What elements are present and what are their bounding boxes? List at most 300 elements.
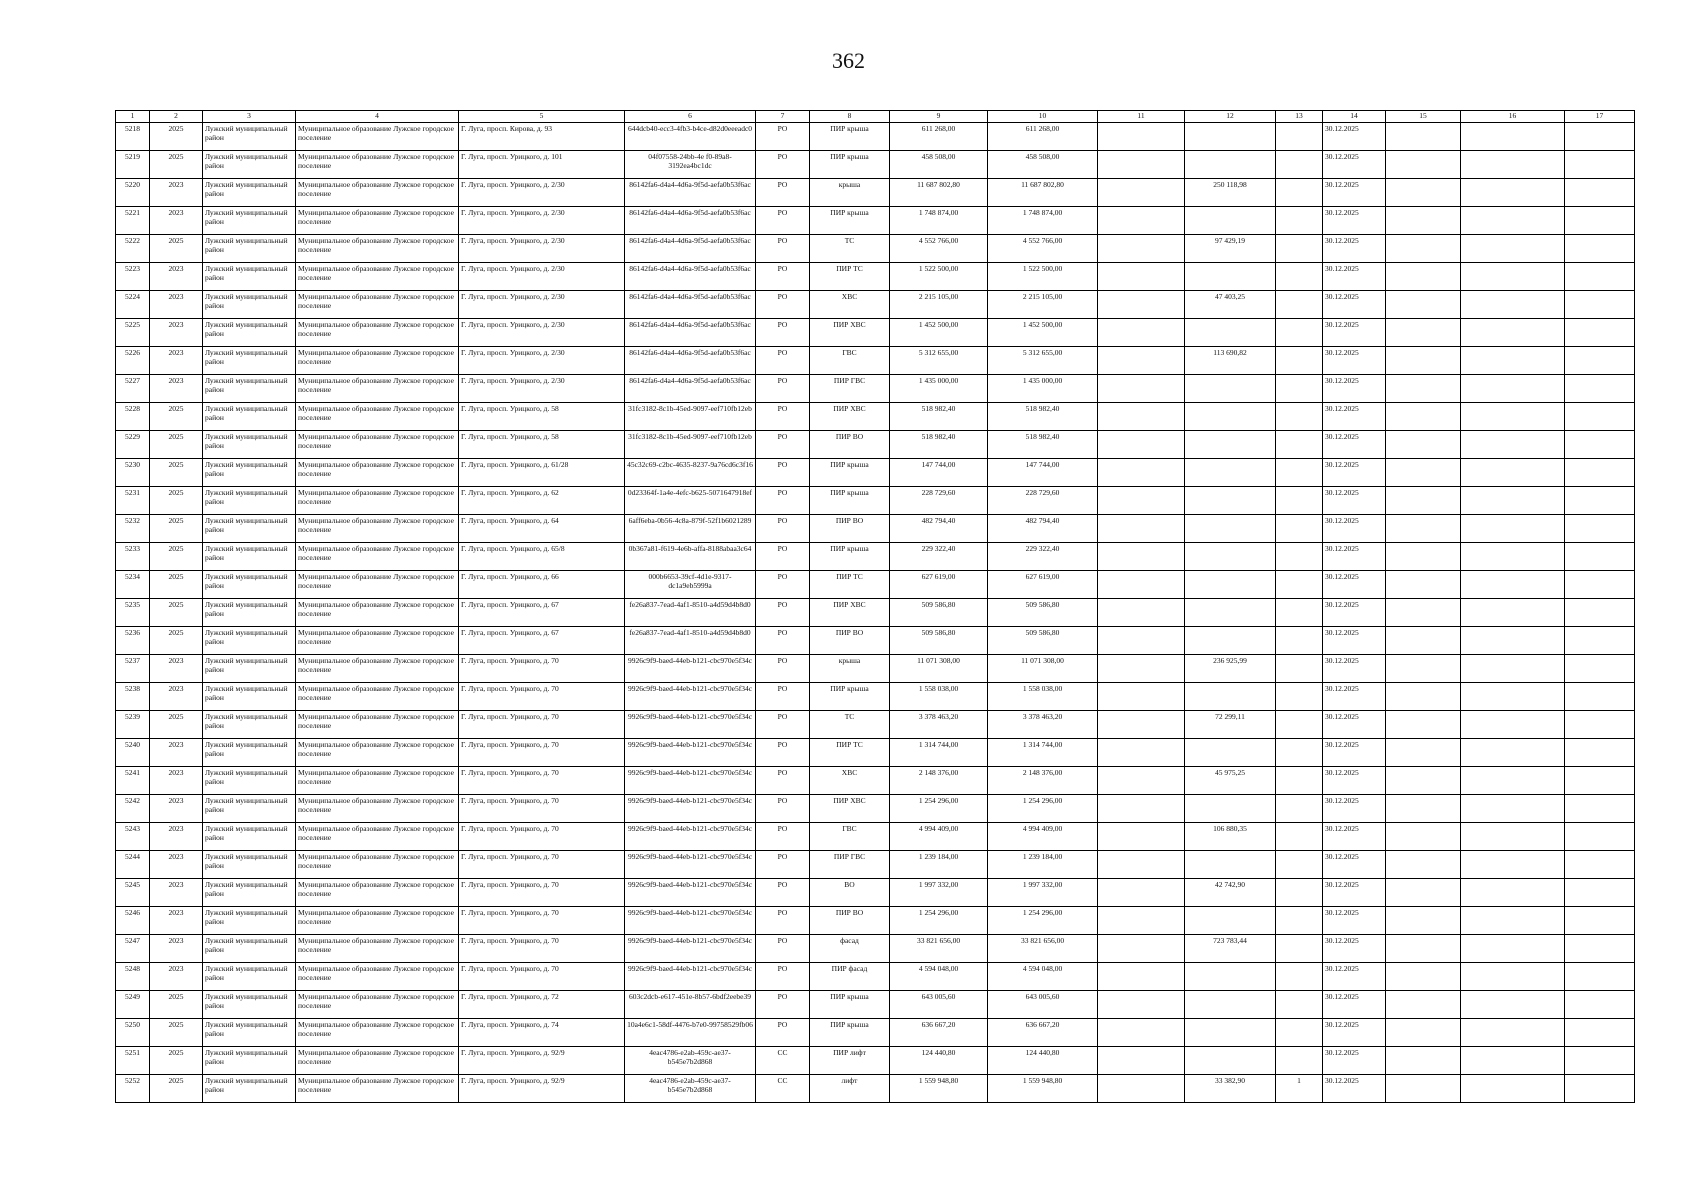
- cell-col-13: [1276, 543, 1323, 571]
- table-row: [116, 739, 1635, 767]
- cell-col-13: [1276, 403, 1323, 431]
- cell-col-16: [1461, 123, 1565, 151]
- cell-cost-total: 1 254 296,00: [988, 795, 1098, 823]
- table-row: [116, 795, 1635, 823]
- cell-year: 2025: [150, 1075, 203, 1103]
- cell-col-11: [1098, 1047, 1185, 1075]
- cell-col-13: [1276, 935, 1323, 963]
- cell-cost: 1 254 296,00: [890, 795, 988, 823]
- table-row: [116, 375, 1635, 403]
- cell-col-11: [1098, 543, 1185, 571]
- cell-deadline: 30.12.2025: [1323, 795, 1386, 823]
- cell-col-16: [1461, 543, 1565, 571]
- cell-year: 2023: [150, 179, 203, 207]
- table-row: [116, 1019, 1635, 1047]
- cell-year: 2023: [150, 291, 203, 319]
- cell-col-16: [1461, 655, 1565, 683]
- cell-deadline: 30.12.2025: [1323, 515, 1386, 543]
- cell-col-13: [1276, 767, 1323, 795]
- cell-district: Лужский муниципальный район: [203, 823, 296, 851]
- cell-cost: 509 586,80: [890, 627, 988, 655]
- cell-deadline: 30.12.2025: [1323, 543, 1386, 571]
- cell-row-number: 5233: [116, 543, 150, 571]
- cell-municipality: Муниципальное образование Лужское городское поселение: [296, 1019, 459, 1047]
- cell-deadline: 30.12.2025: [1323, 375, 1386, 403]
- cell-category: СС: [756, 1047, 810, 1075]
- cell-col-13: [1276, 179, 1323, 207]
- cell-address: Г. Луга, просп. Урицкого, д. 92/9: [459, 1075, 625, 1103]
- cell-col-13: [1276, 151, 1323, 179]
- cell-col-17: [1565, 1047, 1635, 1075]
- cell-year: 2023: [150, 347, 203, 375]
- cell-house-guid: 04f07558-24bb-4e f0-89a8-3192ea4bc1dc: [625, 151, 756, 179]
- cell-col-11: [1098, 739, 1185, 767]
- cell-col-13: [1276, 1019, 1323, 1047]
- cell-col-15: [1386, 823, 1461, 851]
- cell-address: Г. Луга, просп. Урицкого, д. 67: [459, 627, 625, 655]
- cell-row-number: 5218: [116, 123, 150, 151]
- cell-col-15: [1386, 963, 1461, 991]
- cell-work-type: ПИР крыша: [810, 1019, 890, 1047]
- cell-amount-12: [1185, 403, 1276, 431]
- cell-cost-total: 4 594 048,00: [988, 963, 1098, 991]
- cell-work-type: ПИР ГВС: [810, 851, 890, 879]
- cell-col-13: [1276, 123, 1323, 151]
- cell-col-11: [1098, 459, 1185, 487]
- cell-house-guid: fe26a837-7ead-4af1-8510-a4d59d4b8d0: [625, 599, 756, 627]
- cell-work-type: ПИР ТС: [810, 739, 890, 767]
- cell-deadline: 30.12.2025: [1323, 319, 1386, 347]
- cell-municipality: Муниципальное образование Лужское городское поселение: [296, 319, 459, 347]
- cell-amount-12: [1185, 459, 1276, 487]
- cell-col-15: [1386, 767, 1461, 795]
- cell-col-13: [1276, 851, 1323, 879]
- header-row: [116, 111, 1635, 123]
- cell-year: 2025: [150, 487, 203, 515]
- cell-category: РО: [756, 571, 810, 599]
- cell-deadline: 30.12.2025: [1323, 935, 1386, 963]
- cell-deadline: 30.12.2025: [1323, 739, 1386, 767]
- cell-municipality: Муниципальное образование Лужское городское поселение: [296, 571, 459, 599]
- cell-deadline: 30.12.2025: [1323, 683, 1386, 711]
- cell-col-13: [1276, 375, 1323, 403]
- cell-col-11: [1098, 879, 1185, 907]
- table-row: [116, 627, 1635, 655]
- cell-col-17: [1565, 879, 1635, 907]
- cell-col-13: [1276, 1047, 1323, 1075]
- cell-cost-total: 458 508,00: [988, 151, 1098, 179]
- cell-col-11: [1098, 991, 1185, 1019]
- cell-cost: 3 378 463,20: [890, 711, 988, 739]
- cell-col-17: [1565, 907, 1635, 935]
- cell-work-type: крыша: [810, 179, 890, 207]
- cell-house-guid: 86142fa6-d4a4-4d6a-9f5d-aefa0b53f6ac: [625, 179, 756, 207]
- cell-cost: 643 005,60: [890, 991, 988, 1019]
- table-row: [116, 571, 1635, 599]
- cell-col-13: [1276, 515, 1323, 543]
- cell-municipality: Муниципальное образование Лужское городское поселение: [296, 1047, 459, 1075]
- cell-row-number: 5249: [116, 991, 150, 1019]
- cell-deadline: 30.12.2025: [1323, 123, 1386, 151]
- cell-deadline: 30.12.2025: [1323, 459, 1386, 487]
- cell-row-number: 5236: [116, 627, 150, 655]
- cell-col-16: [1461, 179, 1565, 207]
- cell-deadline: 30.12.2025: [1323, 403, 1386, 431]
- cell-category: РО: [756, 487, 810, 515]
- cell-row-number: 5228: [116, 403, 150, 431]
- cell-year: 2025: [150, 459, 203, 487]
- cell-category: РО: [756, 319, 810, 347]
- cell-cost: 518 982,40: [890, 431, 988, 459]
- cell-amount-12: [1185, 207, 1276, 235]
- cell-row-number: 5245: [116, 879, 150, 907]
- table-row: [116, 151, 1635, 179]
- cell-cost: 4 994 409,00: [890, 823, 988, 851]
- cell-deadline: 30.12.2025: [1323, 879, 1386, 907]
- cell-house-guid: 9926c9f9-baed-44eb-b121-cbc970e5f34c: [625, 795, 756, 823]
- cell-address: Г. Луга, просп. Урицкого, д. 70: [459, 851, 625, 879]
- cell-cost: 518 982,40: [890, 403, 988, 431]
- cell-house-guid: 4eac4786-e2ab-459c-ae37-b545e7b2d868: [625, 1075, 756, 1103]
- cell-col-16: [1461, 599, 1565, 627]
- table-row: [116, 655, 1635, 683]
- cell-row-number: 5240: [116, 739, 150, 767]
- cell-col-15: [1386, 459, 1461, 487]
- cell-col-15: [1386, 991, 1461, 1019]
- cell-house-guid: 6aff6eba-0b56-4c8a-879f-52f1b6021289: [625, 515, 756, 543]
- column-header-1: 1: [116, 111, 150, 123]
- cell-work-type: ГВС: [810, 347, 890, 375]
- cell-municipality: Муниципальное образование Лужское городское поселение: [296, 879, 459, 907]
- cell-district: Лужский муниципальный район: [203, 907, 296, 935]
- cell-district: Лужский муниципальный район: [203, 571, 296, 599]
- cell-col-17: [1565, 319, 1635, 347]
- cell-category: РО: [756, 123, 810, 151]
- cell-cost-total: 124 440,80: [988, 1047, 1098, 1075]
- cell-district: Лужский муниципальный район: [203, 179, 296, 207]
- column-header-12: 12: [1185, 111, 1276, 123]
- cell-cost-total: 482 794,40: [988, 515, 1098, 543]
- cell-col-17: [1565, 767, 1635, 795]
- cell-house-guid: 9926c9f9-baed-44eb-b121-cbc970e5f34c: [625, 739, 756, 767]
- cell-amount-12: [1185, 151, 1276, 179]
- cell-amount-12: 45 975,25: [1185, 767, 1276, 795]
- cell-deadline: 30.12.2025: [1323, 851, 1386, 879]
- cell-row-number: 5250: [116, 1019, 150, 1047]
- cell-year: 2025: [150, 403, 203, 431]
- cell-work-type: ПИР ТС: [810, 263, 890, 291]
- cell-house-guid: 9926c9f9-baed-44eb-b121-cbc970e5f34c: [625, 823, 756, 851]
- cell-municipality: Муниципальное образование Лужское городское поселение: [296, 935, 459, 963]
- cell-category: РО: [756, 907, 810, 935]
- cell-col-16: [1461, 1019, 1565, 1047]
- cell-col-15: [1386, 1019, 1461, 1047]
- cell-address: Г. Луга, просп. Урицкого, д. 70: [459, 711, 625, 739]
- cell-col-11: [1098, 935, 1185, 963]
- cell-work-type: фасад: [810, 935, 890, 963]
- cell-col-15: [1386, 431, 1461, 459]
- cell-col-17: [1565, 487, 1635, 515]
- cell-house-guid: 9926c9f9-baed-44eb-b121-cbc970e5f34c: [625, 879, 756, 907]
- cell-amount-12: [1185, 795, 1276, 823]
- cell-col-17: [1565, 851, 1635, 879]
- cell-year: 2025: [150, 571, 203, 599]
- cell-house-guid: 603c2dcb-e617-451e-8b57-6bdf2eebe39: [625, 991, 756, 1019]
- cell-district: Лужский муниципальный район: [203, 375, 296, 403]
- cell-address: Г. Луга, просп. Урицкого, д. 2/30: [459, 263, 625, 291]
- cell-amount-12: [1185, 683, 1276, 711]
- cell-cost-total: 627 619,00: [988, 571, 1098, 599]
- cell-col-11: [1098, 515, 1185, 543]
- cell-house-guid: 9926c9f9-baed-44eb-b121-cbc970e5f34c: [625, 767, 756, 795]
- table-row: [116, 851, 1635, 879]
- cell-year: 2023: [150, 963, 203, 991]
- cell-col-17: [1565, 207, 1635, 235]
- cell-deadline: 30.12.2025: [1323, 767, 1386, 795]
- cell-category: РО: [756, 711, 810, 739]
- cell-year: 2023: [150, 851, 203, 879]
- cell-col-15: [1386, 375, 1461, 403]
- cell-category: РО: [756, 599, 810, 627]
- cell-deadline: 30.12.2025: [1323, 431, 1386, 459]
- cell-year: 2025: [150, 543, 203, 571]
- cell-row-number: 5230: [116, 459, 150, 487]
- cell-col-17: [1565, 459, 1635, 487]
- cell-col-15: [1386, 795, 1461, 823]
- cell-work-type: ХВС: [810, 291, 890, 319]
- cell-col-17: [1565, 571, 1635, 599]
- cell-amount-12: 113 690,82: [1185, 347, 1276, 375]
- cell-cost-total: 1 748 874,00: [988, 207, 1098, 235]
- cell-col-13: [1276, 991, 1323, 1019]
- cell-cost: 1 452 500,00: [890, 319, 988, 347]
- cell-cost: 627 619,00: [890, 571, 988, 599]
- cell-address: Г. Луга, просп. Урицкого, д. 72: [459, 991, 625, 1019]
- cell-year: 2025: [150, 151, 203, 179]
- cell-house-guid: 86142fa6-d4a4-4d6a-9f5d-aefa0b53f6ac: [625, 347, 756, 375]
- cell-cost-total: 228 729,60: [988, 487, 1098, 515]
- cell-category: РО: [756, 991, 810, 1019]
- cell-address: Г. Луга, просп. Урицкого, д. 61/28: [459, 459, 625, 487]
- cell-col-15: [1386, 347, 1461, 375]
- cell-col-17: [1565, 823, 1635, 851]
- cell-col-17: [1565, 431, 1635, 459]
- cell-col-15: [1386, 879, 1461, 907]
- cell-house-guid: 86142fa6-d4a4-4d6a-9f5d-aefa0b53f6ac: [625, 291, 756, 319]
- table-row: [116, 1075, 1635, 1103]
- cell-col-17: [1565, 627, 1635, 655]
- cell-municipality: Муниципальное образование Лужское городское поселение: [296, 263, 459, 291]
- cell-cost: 2 215 105,00: [890, 291, 988, 319]
- table-row: [116, 403, 1635, 431]
- cell-deadline: 30.12.2025: [1323, 571, 1386, 599]
- cell-cost-total: 11 071 308,00: [988, 655, 1098, 683]
- cell-row-number: 5239: [116, 711, 150, 739]
- cell-col-11: [1098, 291, 1185, 319]
- cell-amount-12: [1185, 851, 1276, 879]
- cell-col-13: [1276, 963, 1323, 991]
- cell-municipality: Муниципальное образование Лужское городское поселение: [296, 179, 459, 207]
- table-row: [116, 1047, 1635, 1075]
- cell-deadline: 30.12.2025: [1323, 207, 1386, 235]
- cell-row-number: 5219: [116, 151, 150, 179]
- cell-house-guid: 86142fa6-d4a4-4d6a-9f5d-aefa0b53f6ac: [625, 235, 756, 263]
- cell-col-16: [1461, 767, 1565, 795]
- cell-row-number: 5252: [116, 1075, 150, 1103]
- table-row: [116, 291, 1635, 319]
- cell-deadline: 30.12.2025: [1323, 1047, 1386, 1075]
- cell-cost-total: 1 314 744,00: [988, 739, 1098, 767]
- cell-col-11: [1098, 767, 1185, 795]
- cell-deadline: 30.12.2025: [1323, 151, 1386, 179]
- cell-category: РО: [756, 403, 810, 431]
- cell-col-11: [1098, 907, 1185, 935]
- column-header-7: 7: [756, 111, 810, 123]
- cell-cost: 1 314 744,00: [890, 739, 988, 767]
- cell-deadline: 30.12.2025: [1323, 347, 1386, 375]
- table-row: [116, 879, 1635, 907]
- cell-year: 2025: [150, 991, 203, 1019]
- cell-address: Г. Луга, просп. Кирова, д. 93: [459, 123, 625, 151]
- cell-col-17: [1565, 1019, 1635, 1047]
- cell-work-type: ПИР ТС: [810, 571, 890, 599]
- cell-amount-12: 47 403,25: [1185, 291, 1276, 319]
- cell-house-guid: 86142fa6-d4a4-4d6a-9f5d-aefa0b53f6ac: [625, 207, 756, 235]
- cell-col-13: [1276, 823, 1323, 851]
- cell-cost: 1 522 500,00: [890, 263, 988, 291]
- column-header-16: 16: [1461, 111, 1565, 123]
- cell-district: Лужский муниципальный район: [203, 515, 296, 543]
- cell-address: Г. Луга, просп. Урицкого, д. 2/30: [459, 375, 625, 403]
- cell-work-type: ТС: [810, 235, 890, 263]
- cell-municipality: Муниципальное образование Лужское городское поселение: [296, 739, 459, 767]
- cell-cost: 1 239 184,00: [890, 851, 988, 879]
- column-header-17: 17: [1565, 111, 1635, 123]
- cell-work-type: ПИР крыша: [810, 683, 890, 711]
- cell-cost: 1 748 874,00: [890, 207, 988, 235]
- cell-col-17: [1565, 263, 1635, 291]
- cell-house-guid: 644dcb40-ecc3-4fb3-b4ce-d82d0eeeadc0: [625, 123, 756, 151]
- cell-category: СС: [756, 1075, 810, 1103]
- cell-deadline: 30.12.2025: [1323, 907, 1386, 935]
- cell-cost-total: 229 322,40: [988, 543, 1098, 571]
- cell-cost: 228 729,60: [890, 487, 988, 515]
- cell-col-11: [1098, 963, 1185, 991]
- cell-col-13: [1276, 655, 1323, 683]
- cell-year: 2023: [150, 767, 203, 795]
- cell-col-11: [1098, 179, 1185, 207]
- cell-row-number: 5224: [116, 291, 150, 319]
- cell-col-17: [1565, 347, 1635, 375]
- cell-cost: 4 552 766,00: [890, 235, 988, 263]
- cell-municipality: Муниципальное образование Лужское городское поселение: [296, 1075, 459, 1103]
- cell-deadline: 30.12.2025: [1323, 1075, 1386, 1103]
- cell-cost-total: 509 586,80: [988, 599, 1098, 627]
- cell-cost: 5 312 655,00: [890, 347, 988, 375]
- cell-col-11: [1098, 123, 1185, 151]
- cell-amount-12: 97 429,19: [1185, 235, 1276, 263]
- cell-cost-total: 5 312 655,00: [988, 347, 1098, 375]
- cell-amount-12: [1185, 907, 1276, 935]
- cell-row-number: 5246: [116, 907, 150, 935]
- column-header-10: 10: [988, 111, 1098, 123]
- cell-col-15: [1386, 151, 1461, 179]
- cell-cost: 1 435 000,00: [890, 375, 988, 403]
- cell-deadline: 30.12.2025: [1323, 179, 1386, 207]
- cell-col-15: [1386, 487, 1461, 515]
- cell-district: Лужский муниципальный район: [203, 655, 296, 683]
- cell-municipality: Муниципальное образование Лужское городское поселение: [296, 991, 459, 1019]
- column-header-8: 8: [810, 111, 890, 123]
- cell-cost-total: 643 005,60: [988, 991, 1098, 1019]
- cell-category: РО: [756, 459, 810, 487]
- cell-district: Лужский муниципальный район: [203, 263, 296, 291]
- cell-category: РО: [756, 739, 810, 767]
- cell-year: 2025: [150, 599, 203, 627]
- cell-col-11: [1098, 627, 1185, 655]
- cell-cost: 11 687 802,80: [890, 179, 988, 207]
- cell-amount-12: [1185, 1019, 1276, 1047]
- cell-cost: 1 997 332,00: [890, 879, 988, 907]
- cell-address: Г. Луга, просп. Урицкого, д. 70: [459, 907, 625, 935]
- column-header-14: 14: [1323, 111, 1386, 123]
- cell-district: Лужский муниципальный район: [203, 991, 296, 1019]
- cell-district: Лужский муниципальный район: [203, 487, 296, 515]
- cell-municipality: Муниципальное образование Лужское городское поселение: [296, 431, 459, 459]
- cell-col-11: [1098, 151, 1185, 179]
- cell-address: Г. Луга, просп. Урицкого, д. 70: [459, 655, 625, 683]
- cell-col-15: [1386, 263, 1461, 291]
- cell-col-16: [1461, 795, 1565, 823]
- cell-house-guid: 9926c9f9-baed-44eb-b121-cbc970e5f34c: [625, 907, 756, 935]
- cell-col-13: [1276, 291, 1323, 319]
- cell-col-16: [1461, 963, 1565, 991]
- cell-col-11: [1098, 375, 1185, 403]
- cell-address: Г. Луга, просп. Урицкого, д. 70: [459, 795, 625, 823]
- cell-year: 2023: [150, 823, 203, 851]
- cell-col-13: [1276, 795, 1323, 823]
- cell-work-type: ВО: [810, 879, 890, 907]
- cell-address: Г. Луга, просп. Урицкого, д. 67: [459, 599, 625, 627]
- cell-district: Лужский муниципальный район: [203, 767, 296, 795]
- cell-col-16: [1461, 627, 1565, 655]
- cell-deadline: 30.12.2025: [1323, 1019, 1386, 1047]
- cell-district: Лужский муниципальный район: [203, 1047, 296, 1075]
- cell-col-16: [1461, 235, 1565, 263]
- cell-col-11: [1098, 851, 1185, 879]
- cell-amount-12: 42 742,90: [1185, 879, 1276, 907]
- cell-col-15: [1386, 1075, 1461, 1103]
- cell-col-17: [1565, 179, 1635, 207]
- cell-work-type: крыша: [810, 655, 890, 683]
- cell-address: Г. Луга, просп. Урицкого, д. 70: [459, 739, 625, 767]
- cell-col-13: [1276, 207, 1323, 235]
- cell-row-number: 5229: [116, 431, 150, 459]
- cell-category: РО: [756, 515, 810, 543]
- cell-amount-12: 723 783,44: [1185, 935, 1276, 963]
- cell-work-type: ПИР фасад: [810, 963, 890, 991]
- table-row: [116, 543, 1635, 571]
- cell-district: Лужский муниципальный район: [203, 739, 296, 767]
- cell-address: Г. Луга, просп. Урицкого, д. 66: [459, 571, 625, 599]
- cell-work-type: ТС: [810, 711, 890, 739]
- cell-col-15: [1386, 907, 1461, 935]
- cell-house-guid: 9926c9f9-baed-44eb-b121-cbc970e5f34c: [625, 963, 756, 991]
- cell-col-13: [1276, 599, 1323, 627]
- cell-col-17: [1565, 739, 1635, 767]
- column-header-4: 4: [296, 111, 459, 123]
- cell-work-type: лифт: [810, 1075, 890, 1103]
